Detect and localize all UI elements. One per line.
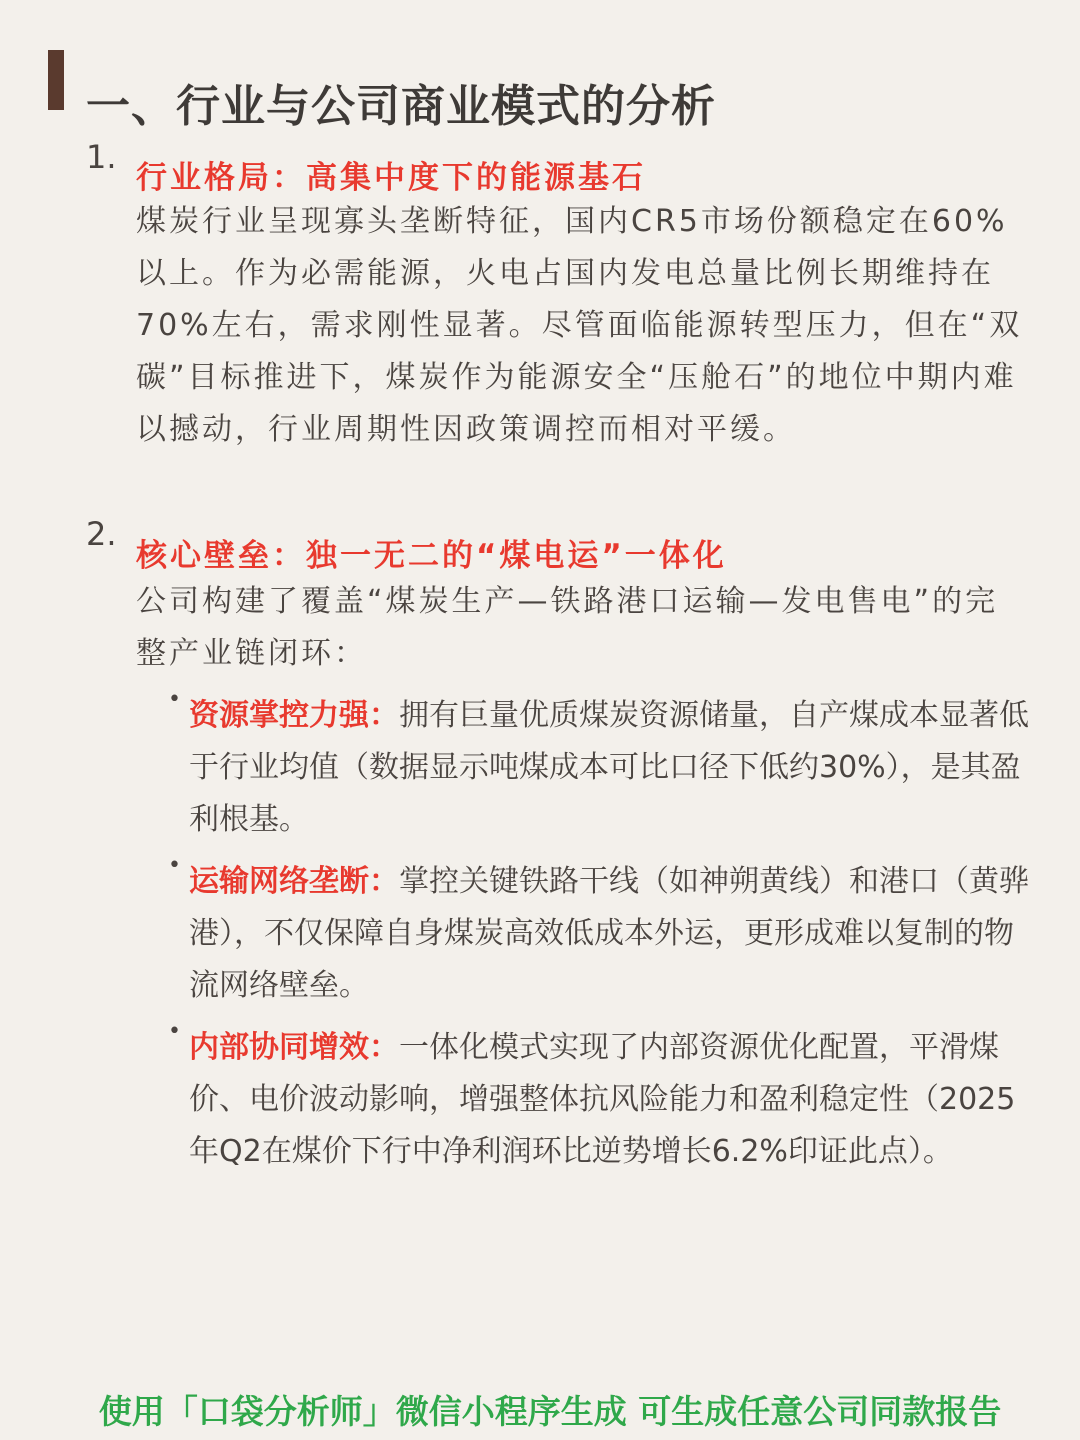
title-accent-bar (48, 50, 64, 110)
section-2-body: 公司构建了覆盖“煤炭生产—铁路港口运输—发电售电”的完整产业链闭环： (136, 584, 999, 671)
bullet-dot: • (168, 687, 181, 712)
bullet-label: 资源掌控力强： (189, 698, 399, 733)
bullet-text: 拥有巨量优质煤炭资源储量，自产煤成本显著低于行业均值（数据显示吨煤成本可比口径下低约30%），是其盈利根基。 (189, 698, 1029, 837)
section-2-number: 2. (86, 515, 117, 553)
bullet-dot: • (168, 853, 181, 878)
bullet-label: 内部协同增效： (189, 1030, 399, 1065)
footer-promo-text: 使用「口袋分析师」微信小程序生成 可生成任意公司同款报告 (98, 1392, 1002, 1431)
page-title: 一、行业与公司商业模式的分析 (86, 81, 716, 132)
bullet-text: 掌控关键铁路干线（如神朔黄线）和港口（黄骅港），不仅保障自身煤炭高效低成本外运，更形成难以复制的物流网络壁垒。 (189, 864, 1029, 1003)
section-1-number: 1. (86, 138, 117, 176)
bullet-label: 运输网络垄断： (189, 864, 399, 899)
section-2-heading: 核心壁垒：独一无二的“煤电运”一体化 (136, 538, 727, 574)
bullet-item-internal-synergy (189, 1022, 1029, 1178)
section-1-heading: 行业格局：高集中度下的能源基石 (136, 160, 646, 196)
bullet-text: 一体化模式实现了内部资源优化配置，平滑煤价、电价波动影响，增强整体抗风险能力和盈利稳定性（2025年Q2在煤价下行中净利润环比逆势增长6.2%印证此点）。 (189, 1030, 1016, 1169)
bullet-item-resource-control (189, 690, 1029, 846)
section-1-body: 煤炭行业呈现寡头垄断特征，国内CR5市场份额稳定在60%以上。作为必需能源，火电占国内发电总量比例长期维持在70%左右，需求刚性显著。尽管面临能源转型压力，但在“双碳”目标推进下，煤炭作为能源安全“压舱石”的地位中期内难以撼动，行业周期性因政策调控而相对平缓。 (136, 204, 1023, 447)
bullet-dot: • (168, 1019, 181, 1044)
bullet-item-transport-network (189, 856, 1029, 1012)
